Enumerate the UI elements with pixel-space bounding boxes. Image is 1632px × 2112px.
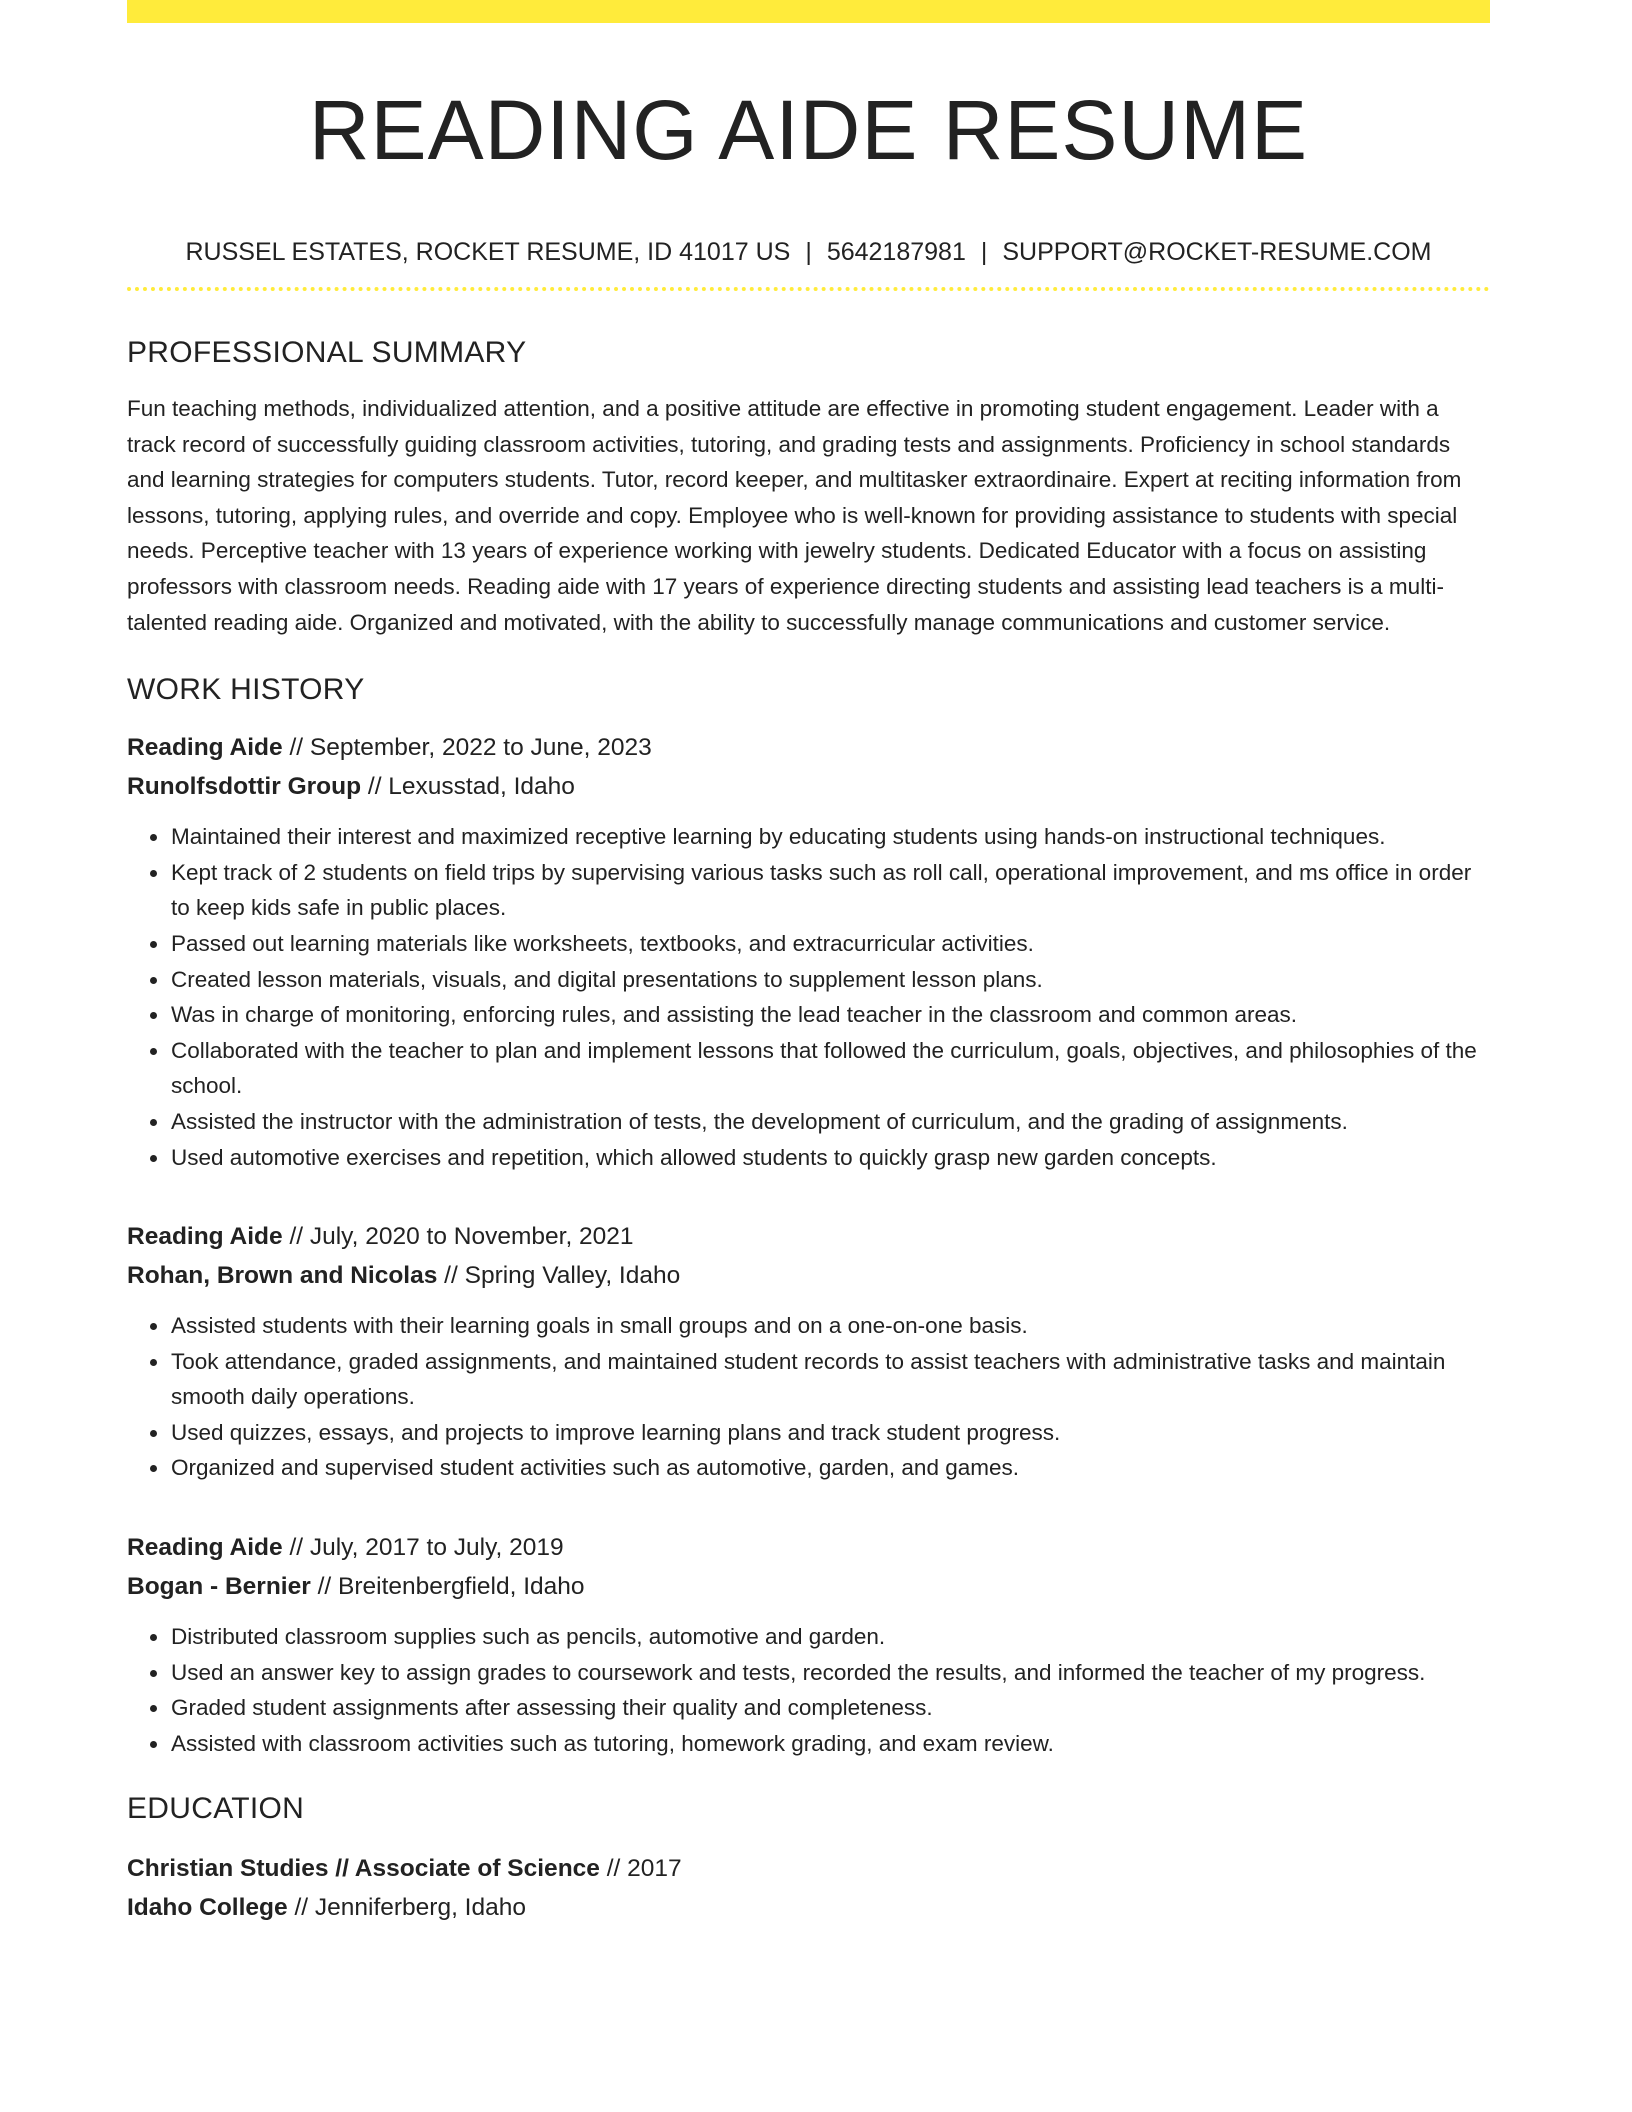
- job-title-line: [127, 1528, 1490, 1567]
- list-item: • Passed out learning materials like worksheets, textbooks, and extracurricular activities.: [170, 926, 1490, 962]
- list-item: • Used automotive exercises and repetition, which allowed students to quickly grasp new garden concepts.: [170, 1140, 1490, 1176]
- list-item: • Created lesson materials, visuals, and digital presentations to supplement lesson plans.: [170, 962, 1490, 998]
- job-title: Reading Aide: [127, 1223, 283, 1251]
- education-degree-line: [127, 1849, 1490, 1888]
- job-entry: [127, 1528, 1490, 1761]
- job-entry: [127, 728, 1490, 1175]
- education-school-line: [127, 1888, 1490, 1927]
- job-company-line: [127, 1567, 1490, 1606]
- job-title-line: [127, 728, 1490, 767]
- education-entry: [127, 1849, 1490, 1927]
- list-item: • Took attendance, graded assignments, and maintained student records to assist teachers with administrative tasks and maintain smooth daily operations.: [170, 1344, 1490, 1415]
- summary-heading: PROFESSIONAL SUMMARY: [127, 336, 527, 369]
- education-school: Idaho College: [127, 1894, 288, 1922]
- list-item: • Assisted the instructor with the administration of tests, the development of curriculum, and the grading of assignments.: [170, 1104, 1490, 1140]
- summary-text: Fun teaching methods, individualized attention, and a positive attitude are effective in promoting student engagement. Leader with a track record of successfully guiding classroom activities, tutoring, and grading tests and assignments. Proficiency in school standards and learning strategies for computers students. Tutor, record keeper, and multitasker extraordinaire. Expert at reciting information from lessons, tutoring, applying rules, and override and copy. Employee who is well-known for providing assistance to students with special needs. Perceptive teacher with 13 years of experience working with jewelry students. Dedicated Educator with a focus on assisting professors with classroom needs. Reading aide with 17 years of experience directing students and assisting lead teachers is a multi-talented reading aide. Organized and motivated, with the ability to successfully manage communications and customer service.: [127, 396, 1462, 635]
- job-bullets: [127, 1308, 1490, 1486]
- top-accent-bar: [127, 0, 1490, 23]
- education-heading: EDUCATION: [127, 1792, 305, 1826]
- resume-page: [127, 0, 1490, 1927]
- job-title: Reading Aide: [127, 1534, 283, 1562]
- job-dates: // July, 2020 to November, 2021: [282, 1223, 634, 1251]
- list-item: • Assisted with classroom activities such as tutoring, homework grading, and exam review.: [170, 1726, 1490, 1762]
- job-company: Bogan - Bernier: [127, 1573, 311, 1601]
- job-title-line: [127, 1217, 1490, 1256]
- education-year: // 2017: [599, 1855, 682, 1883]
- list-item: • Graded student assignments after assessing their quality and completeness.: [170, 1690, 1490, 1726]
- contact-email: SUPPORT@ROCKET-RESUME.COM: [1002, 238, 1432, 266]
- list-item: • Maintained their interest and maximized receptive learning by educating students using hands-on instructional techniques.: [170, 819, 1490, 855]
- list-item: • Assisted students with their learning goals in small groups and on a one-on-one basis.: [170, 1308, 1490, 1344]
- job-dates: // July, 2017 to July, 2019: [282, 1534, 564, 1562]
- contact-separator: |: [980, 238, 988, 266]
- resume-title: READING AIDE RESUME: [308, 83, 1309, 177]
- job-title: Reading Aide: [127, 734, 283, 762]
- dotted-divider: [127, 287, 1490, 291]
- job-company: Runolfsdottir Group: [127, 773, 362, 801]
- job-location: // Lexusstad, Idaho: [361, 773, 575, 801]
- education-location: // Jenniferberg, Idaho: [287, 1894, 526, 1922]
- job-bullets: [127, 819, 1490, 1175]
- list-item: • Used quizzes, essays, and projects to improve learning plans and track student progress.: [170, 1415, 1490, 1451]
- contact-separator: |: [805, 238, 812, 266]
- job-entry: [127, 1217, 1490, 1486]
- list-item: • Organized and supervised student activities such as automotive, garden, and games.: [170, 1450, 1490, 1486]
- list-item: • Was in charge of monitoring, enforcing rules, and assisting the lead teacher in the classroom and common areas.: [170, 997, 1490, 1033]
- job-company-line: [127, 1256, 1490, 1295]
- job-company: Rohan, Brown and Nicolas: [127, 1262, 438, 1290]
- list-item: • Collaborated with the teacher to plan and implement lessons that followed the curriculum, goals, objectives, and philosophies of the school.: [170, 1033, 1490, 1104]
- list-item: • Used an answer key to assign grades to coursework and tests, recorded the results, and informed the teacher of my progress.: [170, 1655, 1490, 1691]
- contact-line: [127, 234, 1490, 270]
- job-location: // Breitenbergfield, Idaho: [310, 1573, 585, 1601]
- education-degree: Christian Studies // Associate of Science: [127, 1855, 600, 1883]
- contact-phone: 5642187981: [826, 238, 966, 266]
- list-item: • Kept track of 2 students on field trips by supervising various tasks such as roll call, operational improvement, and ms office in order to keep kids safe in public places.: [170, 855, 1490, 926]
- job-location: // Spring Valley, Idaho: [437, 1262, 681, 1290]
- list-item: • Distributed classroom supplies such as pencils, automotive and garden.: [170, 1619, 1490, 1655]
- job-bullets: [127, 1619, 1490, 1761]
- work-history-heading: WORK HISTORY: [127, 673, 365, 707]
- contact-address: RUSSEL ESTATES, ROCKET RESUME, ID 41017 US: [185, 238, 791, 266]
- job-dates: // September, 2022 to June, 2023: [282, 734, 652, 762]
- job-company-line: [127, 767, 1490, 806]
